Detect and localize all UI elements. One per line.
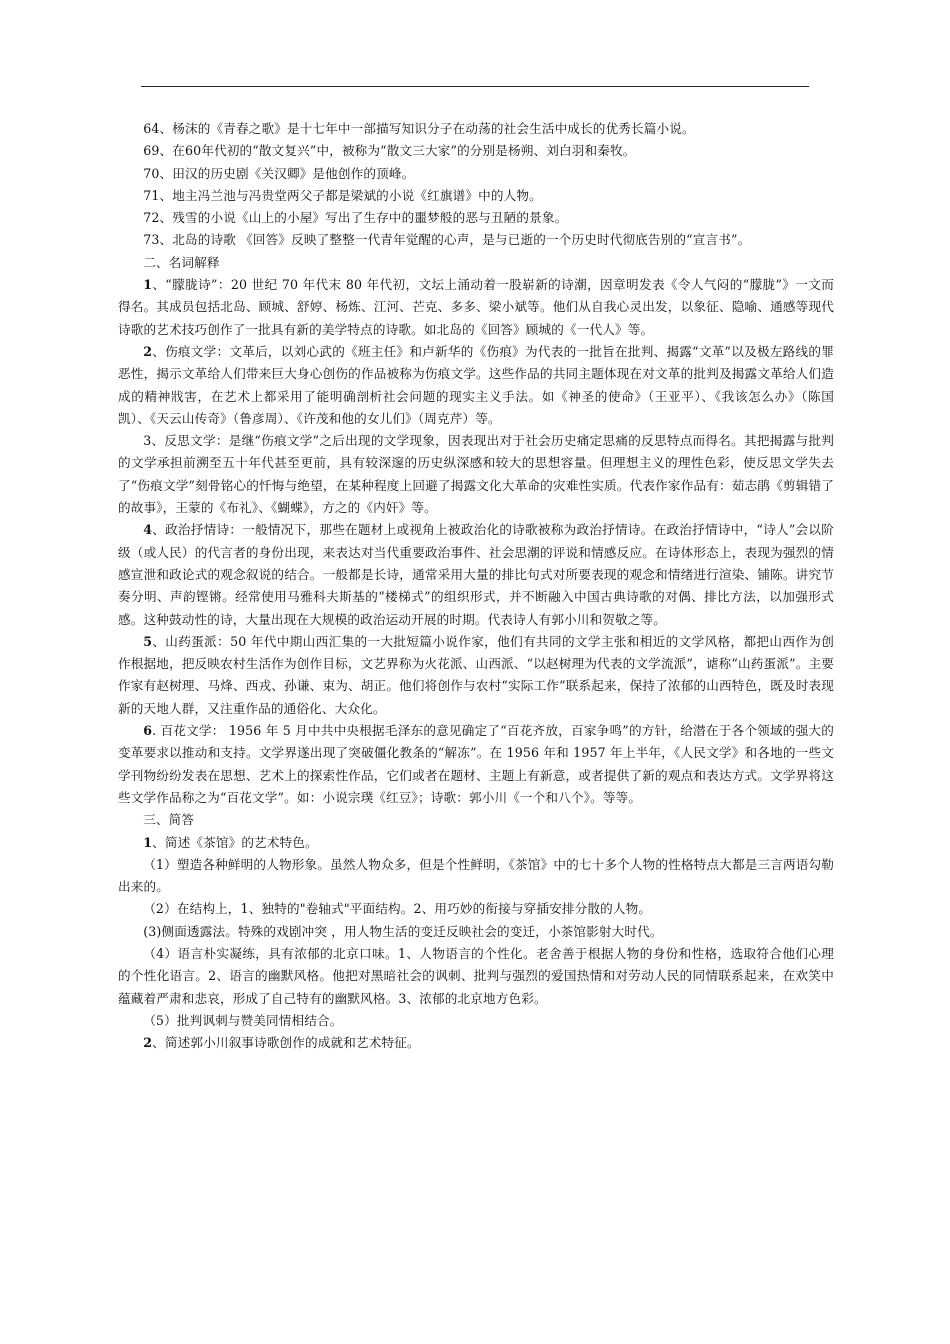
term-number: 6 <box>143 723 153 739</box>
question-text: 、简述《茶馆》的艺术特色。 <box>152 834 318 850</box>
term-text: 3、反思文学：是继“伤痕文学”之后出现的文学现象，因表现出对于社会历史痛定思痛的反思特点而得名。其把揭露与批判的文学承担前溯至五十年代甚至更前，具有较深邃的历史纵深感和较大的思想容量。但理想主义的理性色彩，使反思文学失去了“伤痕文学”刻骨铭心的忏悔与绝望，在某种程度上回避了揭露文化大革命的灾难性实质。代表作家作品有：茹志鹃《剪辑错了的故事》，王蒙的《布礼》、《蝴蝶》，方之的《内奸》等。 <box>118 433 834 516</box>
term-number: 2 <box>143 343 153 359</box>
section-3-heading: 三、简答 <box>143 812 195 828</box>
answer-5: （5）批判讽刺与赞美同情相结合。 <box>143 1012 343 1028</box>
term-number: 1 <box>143 277 153 293</box>
section-2-heading: 二、名词解释 <box>143 254 220 270</box>
term-number: 4 <box>143 522 153 538</box>
term-number: 5 <box>143 633 153 649</box>
header-rule <box>141 86 809 87</box>
term-reflection-literature <box>118 430 834 519</box>
term-text: 、伤痕文学：文革后，以刘心武的《班主任》和卢新华的《伤痕》为代表的一批旨在批判、揭露“文革”以及极左路线的罪恶性，揭示文革给人们带来巨大身心创伤的作品被称为伤痕文学。这些作品的共同主题体现在对文革的批判及揭露文革给人们造成的精神戕害，在艺术上都采用了能明确剖析社会问题的现实主义手法。如《神圣的使命》（王亚平）、《我该怎么办》（陈国凯）、《天云山传奇》（鲁彦周）、《许茂和他的女儿们》（周克芹）等。 <box>118 343 834 426</box>
question-1 <box>118 832 834 854</box>
question-number: 1 <box>143 834 153 850</box>
fact-70: 70、田汉的历史剧《关汉卿》是他创作的顶峰。 <box>143 165 415 181</box>
term-text: . 百花文学： 1956 年 5 月中共中央根据毛泽东的意见确定了“百花齐放，百家争鸣”的方针，给潜在于各个领域的强大的变革要求以推动和支持。文学界遂出现了突破僵化教条的“解冻”。在 1956 年和 1957 年上半年，《人民文学》和各地的一些文学刊物纷纷发表在思想、艺术上的探索性作品，它们或者在题材、主题上有新意，或者提供了新的观点和表达方式。文学界将这些文学作品称之为“百花文学”。如：小说宗璞《红豆》；诗歌：郭小川《一个和八个》。等等。 <box>118 723 834 805</box>
term-text: 、政治抒情诗：一般情况下，那些在题材上或视角上被政治化的诗歌被称为政治抒情诗。在政治抒情诗中，“诗人”会以阶级（或人民）的代言者的身份出现，来表达对当代重要政治事件、社会思潮的评说和情感反应。在诗体形态上，表现为强烈的情感宣泄和政论式的观念叙说的结合。一般都是长诗，通常采用大量的排比句式对所要表现的观念和情绪进行渲染、铺陈。讲究节奏分明、声韵铿锵。经常使用马雅科夫斯基的“楼梯式”的组织形式，并不断融入中国古典诗歌的对偶、排比方法，以加强形式感。这种鼓动性的诗，大量出现在大规模的政治运动开展的时期。代表诗人有郭小川和贺敬之等。 <box>118 522 834 627</box>
answer-4: （4）语言朴实凝练，具有浓郁的北京口味。1、人物语言的个性化。老舍善于根据人物的身份和性格，选取符合他们心理的个性化语言。2、语言的幽默风格。他把对黑暗社会的讽刺、批判与强烈的爱国热情和对劳动人民的同情联系起来，在欢笑中蕴藏着严肃和悲哀，形成了自己特有的幽默风格。3、浓郁的北京地方色彩。 <box>118 945 834 1006</box>
term-shanyaodan-school <box>118 631 834 720</box>
term-menglong-poetry <box>118 274 834 341</box>
term-text: 、山药蛋派：50 年代中期山西汇集的一大批短篇小说作家，他们有共同的文学主张和相近的文学风格，都把山西作为创作根据地，把反映农村生活作为创作目标，文艺界称为火花派、山西派、“以赵树理为代表的文学流派”，谑称“山药蛋派”。主要作家有赵树理、马烽、西戎、孙谦、束为、胡正。他们将创作与农村“实际工作”联系起来，保持了浓郁的山西特色，既及时表现新的天地人群，又注重作品的通俗化、大众化。 <box>118 633 834 716</box>
term-hundred-flowers <box>118 720 834 809</box>
answer-3: (3)侧面透露法。特殊的戏剧冲突 ，用人物生活的变迁反映社会的变迁，小茶馆影射大时代。 <box>143 923 663 939</box>
question-number: 2 <box>143 1035 153 1051</box>
question-2 <box>118 1032 834 1054</box>
fact-71: 71、地主冯兰池与冯贵堂两父子都是梁斌的小说《红旗谱》中的人物。 <box>143 187 542 203</box>
term-political-lyric <box>118 519 834 630</box>
fact-69: 69、在60年代初的“散文复兴”中，被称为“散文三大家”的分别是杨朔、刘白羽和秦牧。 <box>143 143 636 159</box>
answer-1: （1）塑造各种鲜明的人物形象。虽然人物众多，但是个性鲜明，《茶馆》中的七十多个人物的性格特点大都是三言两语勾勒出来的。 <box>118 856 834 895</box>
term-scar-literature <box>118 341 834 430</box>
answer-2: （2）在结构上，1、独特的"卷轴式"平面结构。2、用巧妙的衔接与穿插安排分散的人物。 <box>143 901 652 917</box>
fact-72: 72、残雪的小说《山上的小屋》写出了生存中的噩梦般的恶与丑陋的景象。 <box>143 210 568 226</box>
fact-64: 64、杨沫的《青春之歌》是十七年中一部描写知识分子在动荡的社会生活中成长的优秀长篇小说。 <box>143 121 695 136</box>
term-text: 、“朦胧诗”：20 世纪 70 年代末 80 年代初，文坛上涌动着一股崭新的诗潮，因章明发表《令人气闷的“朦胧”》一文而得名。其成员包括北岛、顾城、舒婷、杨炼、江河、芒克、多多、梁小斌等。他们从自我心灵出发，以象征、隐喻、通感等现代诗歌的艺术技巧创作了一批具有新的美学特点的诗歌。如北岛的《回答》顾城的《一代人》等。 <box>118 277 834 337</box>
question-text: 、简述郭小川叙事诗歌创作的成就和艺术特征。 <box>152 1035 420 1051</box>
fact-73: 73、北岛的诗歌 《回答》反映了整整一代青年觉醒的心声，是与已逝的一个历史时代彻底告别的“宣言书”。 <box>143 232 751 248</box>
document-page <box>118 118 834 1054</box>
